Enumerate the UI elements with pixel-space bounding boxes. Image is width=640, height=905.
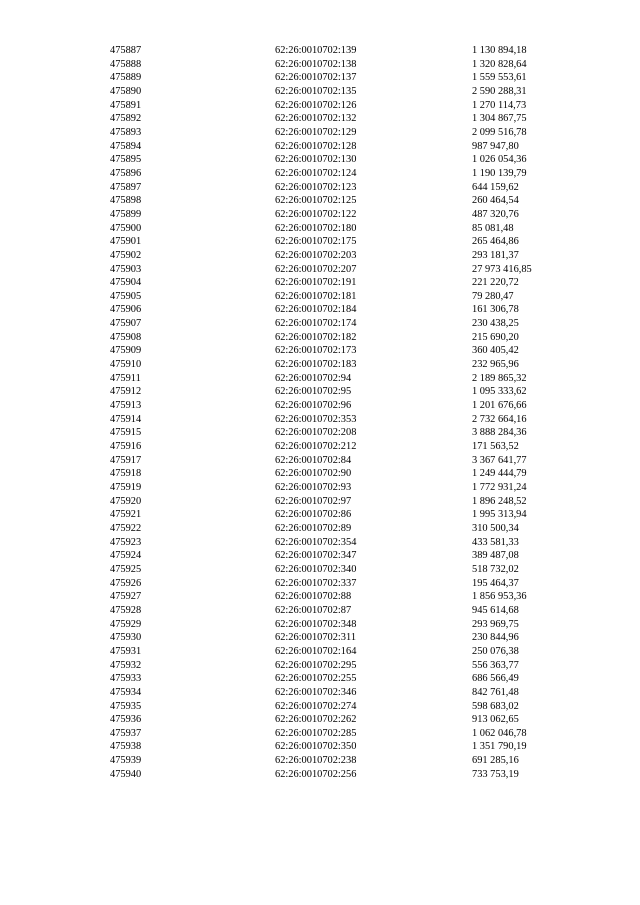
- record-number-cell: 475905: [110, 290, 142, 302]
- cadastral-number-cell: 62:26:0010702:174: [275, 318, 357, 330]
- cadastral-number-cell: 62:26:0010702:130: [275, 154, 357, 166]
- cadastral-value-cell: 293 969,75: [472, 618, 519, 630]
- record-number-cell: 475926: [110, 577, 142, 589]
- cadastral-value-cell: 2 099 516,78: [472, 126, 527, 138]
- cadastral-number-cell: 62:26:0010702:208: [275, 427, 357, 439]
- table-row: [0, 344, 640, 358]
- cadastral-number-cell: 62:26:0010702:182: [275, 331, 357, 343]
- record-number-cell: 475897: [110, 181, 142, 193]
- record-number-cell: 475890: [110, 85, 142, 97]
- cadastral-number-cell: 62:26:0010702:274: [275, 700, 357, 712]
- cadastral-number-cell: 62:26:0010702:353: [275, 413, 357, 425]
- record-number-cell: 475892: [110, 113, 142, 125]
- cadastral-value-cell: 1 130 894,18: [472, 45, 527, 56]
- table-row: [0, 604, 640, 618]
- cadastral-value-cell: 1 270 114,73: [472, 99, 527, 111]
- cadastral-value-cell: 310 500,34: [472, 522, 519, 534]
- cadastral-value-cell: 644 159,62: [472, 181, 519, 193]
- record-number-cell: 475887: [110, 45, 142, 56]
- cadastral-value-cell: 215 690,20: [472, 331, 519, 343]
- cadastral-value-cell: 1 062 046,78: [472, 727, 527, 739]
- cadastral-value-cell: 1 320 828,64: [472, 58, 527, 70]
- record-number-cell: 475934: [110, 686, 142, 698]
- table-row: [0, 263, 640, 277]
- record-number-cell: 475910: [110, 359, 142, 371]
- cadastral-number-cell: 62:26:0010702:191: [275, 277, 357, 289]
- cadastral-number-cell: 62:26:0010702:138: [275, 58, 357, 70]
- cadastral-value-cell: 1 026 054,36: [472, 154, 527, 166]
- table-row: [0, 317, 640, 331]
- cadastral-value-cell: 1 856 953,36: [472, 591, 527, 603]
- cadastral-value-cell: 85 081,48: [472, 222, 514, 234]
- record-number-cell: 475898: [110, 195, 142, 207]
- cadastral-value-cell: 171 563,52: [472, 441, 519, 453]
- cadastral-number-cell: 62:26:0010702:262: [275, 714, 357, 726]
- cadastral-number-cell: 62:26:0010702:122: [275, 208, 357, 220]
- table-row: [0, 413, 640, 427]
- record-number-cell: 475889: [110, 72, 142, 84]
- cadastral-number-cell: 62:26:0010702:135: [275, 85, 357, 97]
- cadastral-value-cell: 556 363,77: [472, 659, 519, 671]
- cadastral-value-cell: 2 590 288,31: [472, 85, 527, 97]
- cadastral-value-cell: 2 732 664,16: [472, 413, 527, 425]
- table-row: [0, 631, 640, 645]
- cadastral-value-cell: 487 320,76: [472, 208, 519, 220]
- table-row: [0, 590, 640, 604]
- record-number-cell: 475919: [110, 482, 142, 493]
- table-row: [0, 249, 640, 263]
- table-row: [0, 44, 640, 58]
- cadastral-number-cell: 62:26:0010702:255: [275, 673, 357, 685]
- record-number-cell: 475922: [110, 522, 142, 534]
- cadastral-value-cell: 293 181,37: [472, 249, 519, 261]
- record-number-cell: 475908: [110, 331, 142, 343]
- cadastral-value-cell: 733 753,19: [472, 768, 519, 780]
- table-row: [0, 99, 640, 113]
- cadastral-number-cell: 62:26:0010702:354: [275, 536, 357, 548]
- table-row: [0, 208, 640, 222]
- cadastral-number-cell: 62:26:0010702:181: [275, 290, 357, 302]
- cadastral-number-cell: 62:26:0010702:207: [275, 263, 357, 275]
- record-number-cell: 475918: [110, 468, 142, 480]
- record-number-cell: 475930: [110, 632, 142, 644]
- table-row: [0, 522, 640, 536]
- cadastral-number-cell: 62:26:0010702:238: [275, 755, 357, 767]
- table-row: [0, 194, 640, 208]
- record-number-cell: 475925: [110, 563, 142, 575]
- cadastral-value-cell: 195 464,37: [472, 577, 519, 589]
- record-number-cell: 475893: [110, 126, 142, 138]
- cadastral-value-cell: 79 280,47: [472, 290, 514, 302]
- cadastral-value-cell: 1 351 790,19: [472, 741, 527, 753]
- cadastral-number-cell: 62:26:0010702:350: [275, 741, 357, 753]
- table-row: [0, 235, 640, 249]
- cadastral-number-cell: 62:26:0010702:95: [275, 386, 352, 398]
- record-number-cell: 475917: [110, 454, 142, 466]
- record-number-cell: 475906: [110, 304, 142, 316]
- record-number-cell: 475924: [110, 550, 142, 562]
- table-row: [0, 112, 640, 126]
- table-row: [0, 222, 640, 236]
- table-row: [0, 440, 640, 454]
- cadastral-number-cell: 62:26:0010702:84: [275, 454, 352, 466]
- cadastral-number-cell: 62:26:0010702:337: [275, 577, 357, 589]
- cadastral-number-cell: 62:26:0010702:90: [275, 468, 352, 480]
- cadastral-number-cell: 62:26:0010702:86: [275, 509, 352, 521]
- cadastral-number-cell: 62:26:0010702:212: [275, 441, 357, 453]
- record-number-cell: 475938: [110, 741, 142, 753]
- cadastral-number-cell: 62:26:0010702:184: [275, 304, 357, 316]
- cadastral-value-cell: 2 189 865,32: [472, 372, 527, 384]
- cadastral-value-cell: 598 683,02: [472, 700, 519, 712]
- cadastral-value-cell: 842 761,48: [472, 686, 519, 698]
- cadastral-value-cell: 1 995 313,94: [472, 509, 527, 521]
- record-number-cell: 475888: [110, 58, 142, 70]
- cadastral-number-cell: 62:26:0010702:175: [275, 236, 357, 248]
- cadastral-value-cell: 230 844,96: [472, 632, 519, 644]
- table-row: [0, 508, 640, 522]
- table-row: [0, 768, 640, 782]
- record-number-cell: 475899: [110, 208, 142, 220]
- record-number-cell: 475923: [110, 536, 142, 548]
- table-row: [0, 713, 640, 727]
- record-number-cell: 475912: [110, 386, 142, 398]
- table-row: [0, 467, 640, 481]
- record-number-cell: 475913: [110, 400, 142, 412]
- record-number-cell: 475903: [110, 263, 142, 275]
- cadastral-value-cell: 691 285,16: [472, 755, 519, 767]
- table-row: [0, 167, 640, 181]
- cadastral-value-cell: 1 304 867,75: [472, 113, 527, 125]
- cadastral-number-cell: 62:26:0010702:124: [275, 167, 357, 179]
- table-row: [0, 686, 640, 700]
- table-row: [0, 454, 640, 468]
- table-row: [0, 276, 640, 290]
- cadastral-value-cell: 987 947,80: [472, 140, 519, 152]
- record-number-cell: 475915: [110, 427, 142, 439]
- cadastral-value-cell: 1 249 444,79: [472, 468, 527, 480]
- cadastral-value-cell: 686 566,49: [472, 673, 519, 685]
- table-row: [0, 153, 640, 167]
- cadastral-number-cell: 62:26:0010702:88: [275, 591, 352, 603]
- cadastral-value-cell: 389 487,08: [472, 550, 519, 562]
- record-number-cell: 475920: [110, 495, 142, 507]
- cadastral-value-cell: 433 581,33: [472, 536, 519, 548]
- cadastral-number-cell: 62:26:0010702:348: [275, 618, 357, 630]
- cadastral-number-cell: 62:26:0010702:125: [275, 195, 357, 207]
- table-row: [0, 727, 640, 741]
- cadastral-number-cell: 62:26:0010702:137: [275, 72, 357, 84]
- table-row: [0, 372, 640, 386]
- table-row: [0, 181, 640, 195]
- record-number-cell: 475928: [110, 604, 142, 616]
- record-number-cell: 475904: [110, 277, 142, 289]
- table-row: [0, 290, 640, 304]
- table-row: [0, 71, 640, 85]
- cadastral-number-cell: 62:26:0010702:89: [275, 522, 352, 534]
- cadastral-number-cell: 62:26:0010702:97: [275, 495, 352, 507]
- table-row: [0, 495, 640, 509]
- table-row: [0, 303, 640, 317]
- table-row: [0, 536, 640, 550]
- record-number-cell: 475933: [110, 673, 142, 685]
- cadastral-number-cell: 62:26:0010702:295: [275, 659, 357, 671]
- cadastral-number-cell: 62:26:0010702:164: [275, 645, 357, 657]
- table-row: [0, 58, 640, 72]
- cadastral-number-cell: 62:26:0010702:311: [275, 632, 357, 644]
- cadastral-number-cell: 62:26:0010702:183: [275, 359, 357, 371]
- table-row: [0, 385, 640, 399]
- record-number-cell: 475937: [110, 727, 142, 739]
- data-table: [0, 44, 640, 781]
- cadastral-number-cell: 62:26:0010702:180: [275, 222, 357, 234]
- record-number-cell: 475929: [110, 618, 142, 630]
- record-number-cell: 475896: [110, 167, 142, 179]
- cadastral-number-cell: 62:26:0010702:256: [275, 768, 357, 780]
- cadastral-value-cell: 913 062,65: [472, 714, 519, 726]
- table-row: [0, 577, 640, 591]
- record-number-cell: 475894: [110, 140, 142, 152]
- record-number-cell: 475901: [110, 236, 142, 248]
- cadastral-number-cell: 62:26:0010702:93: [275, 482, 352, 493]
- record-number-cell: 475895: [110, 154, 142, 166]
- record-number-cell: 475921: [110, 509, 142, 521]
- table-row: [0, 645, 640, 659]
- record-number-cell: 475931: [110, 645, 142, 657]
- record-number-cell: 475940: [110, 768, 142, 780]
- cadastral-value-cell: 260 464,54: [472, 195, 519, 207]
- table-row: [0, 399, 640, 413]
- cadastral-value-cell: 1 559 553,61: [472, 72, 527, 84]
- cadastral-number-cell: 62:26:0010702:346: [275, 686, 357, 698]
- cadastral-number-cell: 62:26:0010702:340: [275, 563, 357, 575]
- table-row: [0, 140, 640, 154]
- cadastral-number-cell: 62:26:0010702:129: [275, 126, 357, 138]
- cadastral-value-cell: 1 190 139,79: [472, 167, 527, 179]
- cadastral-number-cell: 62:26:0010702:96: [275, 400, 352, 412]
- record-number-cell: 475909: [110, 345, 142, 357]
- table-row: [0, 85, 640, 99]
- record-number-cell: 475935: [110, 700, 142, 712]
- cadastral-number-cell: 62:26:0010702:132: [275, 113, 357, 125]
- cadastral-number-cell: 62:26:0010702:173: [275, 345, 357, 357]
- record-number-cell: 475936: [110, 714, 142, 726]
- table-row: [0, 358, 640, 372]
- table-row: [0, 740, 640, 754]
- cadastral-number-cell: 62:26:0010702:94: [275, 372, 352, 384]
- cadastral-number-cell: 62:26:0010702:203: [275, 249, 357, 261]
- table-row: [0, 700, 640, 714]
- record-number-cell: 475891: [110, 99, 142, 111]
- table-row: [0, 563, 640, 577]
- record-number-cell: 475932: [110, 659, 142, 671]
- cadastral-value-cell: 1 772 931,24: [472, 482, 527, 493]
- table-row: [0, 426, 640, 440]
- cadastral-value-cell: 945 614,68: [472, 604, 519, 616]
- table-row: [0, 126, 640, 140]
- cadastral-number-cell: 62:26:0010702:128: [275, 140, 357, 152]
- table-row: [0, 659, 640, 673]
- cadastral-number-cell: 62:26:0010702:139: [275, 45, 357, 56]
- cadastral-value-cell: 518 732,02: [472, 563, 519, 575]
- cadastral-value-cell: 250 076,38: [472, 645, 519, 657]
- cadastral-number-cell: 62:26:0010702:126: [275, 99, 357, 111]
- cadastral-value-cell: 161 306,78: [472, 304, 519, 316]
- table-row: [0, 672, 640, 686]
- cadastral-number-cell: 62:26:0010702:123: [275, 181, 357, 193]
- record-number-cell: 475911: [110, 372, 141, 384]
- table-row: [0, 754, 640, 768]
- table-row: [0, 549, 640, 563]
- cadastral-value-cell: 27 973 416,85: [472, 263, 532, 275]
- record-number-cell: 475927: [110, 591, 142, 603]
- cadastral-value-cell: 360 405,42: [472, 345, 519, 357]
- record-number-cell: 475907: [110, 318, 142, 330]
- table-row: [0, 481, 640, 495]
- cadastral-value-cell: 1 896 248,52: [472, 495, 527, 507]
- cadastral-value-cell: 3 888 284,36: [472, 427, 527, 439]
- record-number-cell: 475939: [110, 755, 142, 767]
- cadastral-value-cell: 230 438,25: [472, 318, 519, 330]
- cadastral-number-cell: 62:26:0010702:285: [275, 727, 357, 739]
- cadastral-value-cell: 3 367 641,77: [472, 454, 527, 466]
- cadastral-value-cell: 221 220,72: [472, 277, 519, 289]
- record-number-cell: 475900: [110, 222, 142, 234]
- table-row: [0, 331, 640, 345]
- cadastral-number-cell: 62:26:0010702:347: [275, 550, 357, 562]
- record-number-cell: 475914: [110, 413, 142, 425]
- table-row: [0, 618, 640, 632]
- cadastral-value-cell: 265 464,86: [472, 236, 519, 248]
- record-number-cell: 475916: [110, 441, 142, 453]
- cadastral-number-cell: 62:26:0010702:87: [275, 604, 352, 616]
- cadastral-value-cell: 232 965,96: [472, 359, 519, 371]
- cadastral-value-cell: 1 201 676,66: [472, 400, 527, 412]
- cadastral-value-cell: 1 095 333,62: [472, 386, 527, 398]
- record-number-cell: 475902: [110, 249, 142, 261]
